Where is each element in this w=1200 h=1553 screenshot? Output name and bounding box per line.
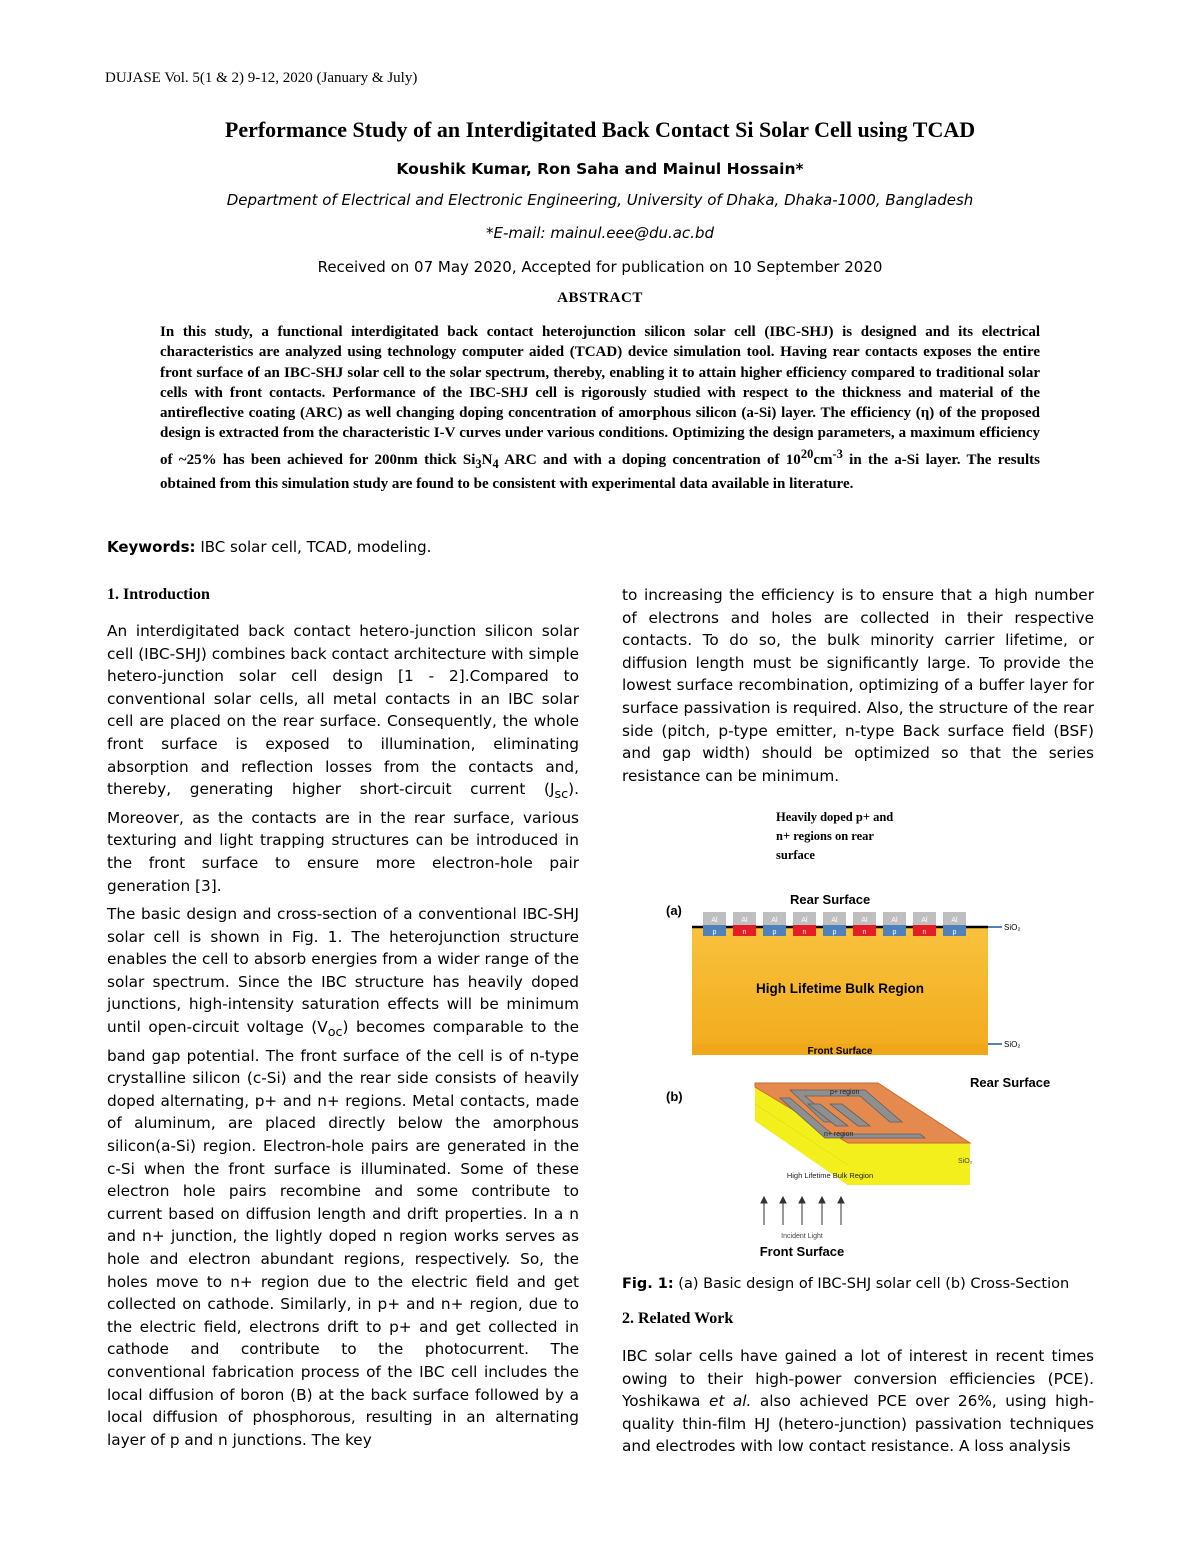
n-label: n <box>742 929 747 936</box>
fig-a-front-label: Front Surface <box>807 1046 873 1057</box>
abstract-sub: 4 <box>492 456 499 471</box>
caption-label: Fig. 1: <box>622 1276 674 1292</box>
text-sub: oc <box>327 1025 343 1041</box>
n-label: n <box>862 929 867 936</box>
p-label: p <box>952 929 957 936</box>
n-label: n <box>922 929 927 936</box>
text-run: ) becomes comparable to the band gap potential. The front surface of the cell is of n-type crystalline silicon (c-Si) and the rear side consists of heavily doped alternating, p+ and n+ regions. Metal contacts, made of aluminum, are placed directly below the amorphous silicon(a-Si) region. Electron-hole pairs are generated in the c-Si when the front surface is illuminated. Some of these electron hole pairs recombine and some contribute to current based on diffusion length and drift properties. In a n and n+ junction, the lightly doped n region works serves as hole and electron abundant regions, respectively. So, the holes move to n+ region due to the electric field and get collected on cathode. Similarly, in p+ and n+ region, due to the electric field, electrons drift to p+ and get collected in cathode and contribute to the photocurrent. The conventional fabrication process of the IBC cell includes the local diffusion of boron (B) at the back surface followed by a local diffusion of phosphorous, resulting in an alternating layer of p and n junctions. The key <box>107 1017 579 1449</box>
al-label: Al <box>891 917 898 924</box>
p-label: p <box>892 929 897 936</box>
received-date: Received on 07 May 2020, Accepted for publication on 10 September 2020 <box>317 258 883 276</box>
al-label: Al <box>861 917 868 924</box>
figure-note-line: Heavily doped p+ and <box>776 810 894 824</box>
abstract-sup: 20 <box>800 446 814 461</box>
fig-b-incident-label: Incident Light <box>781 1233 823 1240</box>
intro-paragraph-2 <box>107 903 579 1451</box>
abstract-part: In this study, a functional interdigitated back contact heterojunction silicon solar cell (IBC-SHJ) is designed and its electrical characteristics are analyzed using technology computer aided (TCAD) device simulation tool. Having rear contacts exposes the entire front surface of an IBC-SHJ solar cell to the solar spectrum, thereby, enabling it to attain higher efficiency compared to traditional solar cells with front contacts. Performance of the IBC-SHJ cell is rigorously studied with respect to the thickness and material of the antireflective coating (ARC) as well changing doping concentration of amorphous silicon (a-Si) layer. The efficiency (η) of the proposed design is extracted from the characteristic I-V curves under various conditions. Optimizing the design parameters, a maximum efficiency of ~25% has been achieved for 200nm thick Si <box>160 324 1040 468</box>
authors: Koushik Kumar, Ron Saha and Mainul Hossain* <box>396 160 804 178</box>
al-label: Al <box>801 917 808 924</box>
abstract-sup: -3 <box>832 446 843 461</box>
fig-b-incident-arrows <box>761 1197 844 1225</box>
figure-note-line: n+ regions on rear <box>776 829 874 843</box>
fig-b-sio2: SiO₂ <box>958 1158 973 1165</box>
text-run: The basic design and cross-section of a conventional IBC-SHJ solar cell is shown in Fig. 1. The heterojunction structure enables the cell to absorb energies from a wider range of the solar spectrum. Since the IBC structure has heavily doped junctions, high-intensity saturation effects will be minimum until open-circuit voltage (V <box>107 905 579 1036</box>
figure-note-line: surface <box>776 848 815 862</box>
fig-b-front-label: Front Surface <box>759 1244 845 1259</box>
al-label: Al <box>711 917 718 924</box>
intro-paragraph-1 <box>107 620 579 897</box>
text-sub: sc <box>554 787 569 803</box>
p-label: p <box>712 929 717 936</box>
p-label: p <box>832 929 837 936</box>
fig-a-rear-surface: Rear Surface <box>790 892 871 907</box>
fig-b-rear-surface: Rear Surface <box>970 1075 1051 1090</box>
text-run: IBC solar cells have gained a lot of interest in recent times owing to their high-power conversion efficiencies (PCE). Yoshikawa <box>622 1347 1094 1411</box>
fig-b-n-region: n+ region <box>824 1131 854 1138</box>
fig-b-p-region: p+ region <box>830 1089 860 1096</box>
fig-b-bulk-label: High Lifetime Bulk Region <box>786 1171 874 1180</box>
figure-1 <box>640 880 1080 1265</box>
n-label: n <box>802 929 807 936</box>
al-label: Al <box>921 917 928 924</box>
al-label: Al <box>831 917 838 924</box>
text-run: also achieved PCE over 26%, using high-quality thin-film HJ (hetero-junction) passivation techniques and electrodes with low contact resistance. A loss analysis <box>622 1392 1094 1456</box>
journal-header: DUJASE Vol. 5(1 & 2) 9-12, 2020 (January & July) <box>105 70 418 86</box>
section-heading-introduction: 1. Introduction <box>107 586 210 603</box>
fig-a-sio2-bottom: SiO₂ <box>1004 1040 1021 1049</box>
keywords-text: IBC solar cell, TCAD, modeling. <box>195 538 432 556</box>
related-work-paragraph <box>622 1345 1094 1458</box>
section-heading-related-work: 2. Related Work <box>622 1310 734 1327</box>
keywords <box>107 538 431 556</box>
p-label: p <box>772 929 777 936</box>
abstract-sub: 3 <box>475 456 482 471</box>
al-label: Al <box>771 917 778 924</box>
abstract-text <box>160 322 1040 494</box>
fig-a-sio2-top: SiO₂ <box>1004 923 1021 932</box>
text-italic: et al. <box>708 1392 752 1411</box>
text-run: ). Moreover, as the contacts are in the rear surface, various texturing and light trapping structures can be introduced in the front surface to ensure more electron-hole pair generation [3]. <box>107 780 579 895</box>
abstract-part: N <box>481 451 493 468</box>
abstract-part: ARC and with a doping concentration of 10 <box>498 451 801 468</box>
caption-text: (a) Basic design of IBC-SHJ solar cell (b) Cross-Section <box>673 1276 1070 1292</box>
fig-b-label: (b) <box>666 1089 683 1104</box>
abstract-part: cm <box>813 451 833 468</box>
abstract-heading: ABSTRACT <box>557 290 643 306</box>
figure-note <box>776 808 893 865</box>
fig-a-label: (a) <box>666 903 682 918</box>
paper-title: Performance Study of an Interdigitated Back Contact Si Solar Cell using TCAD <box>224 117 976 142</box>
right-column-paragraph: to increasing the efficiency is to ensure that a high number of electrons and holes are collected in their respective contacts. To do so, the bulk minority carrier lifetime, or diffusion length must be significantly large. To provide the lowest surface recombination, optimizing of a buffer layer for surface passivation is required. Also, the structure of the rear side (pitch, p-type emitter, n-type Back surface field (BSF) and gap width) should be optimized so that the series resistance can be minimum. <box>622 586 1094 785</box>
abstract-part: in the a-Si layer. The results obtained from this simulation study are found to be consistent with experimental data available in literature. <box>160 451 1040 493</box>
text-run: An interdigitated back contact hetero-junction silicon solar cell (IBC-SHJ) combines back contact architecture with simple hetero-junction solar cell design [1 - 2].Compared to conventional solar cells, all metal contacts in an IBC solar cell are placed on the rear surface. Consequently, the whole front surface is exposed to illumination, eliminating absorption and reflection losses from the contacts and, thereby, generating higher short-circuit current (J <box>107 622 579 799</box>
al-label: Al <box>951 917 958 924</box>
affiliation: Department of Electrical and Electronic Engineering, University of Dhaka, Dhaka-1000, Bangladesh <box>226 191 974 209</box>
fig-a-bulk-label: High Lifetime Bulk Region <box>755 981 925 996</box>
keywords-label: Keywords: <box>107 538 196 556</box>
al-label: Al <box>741 917 748 924</box>
figure-caption <box>622 1276 1069 1292</box>
email: *E-mail: mainul.eee@du.ac.bd <box>485 224 714 242</box>
